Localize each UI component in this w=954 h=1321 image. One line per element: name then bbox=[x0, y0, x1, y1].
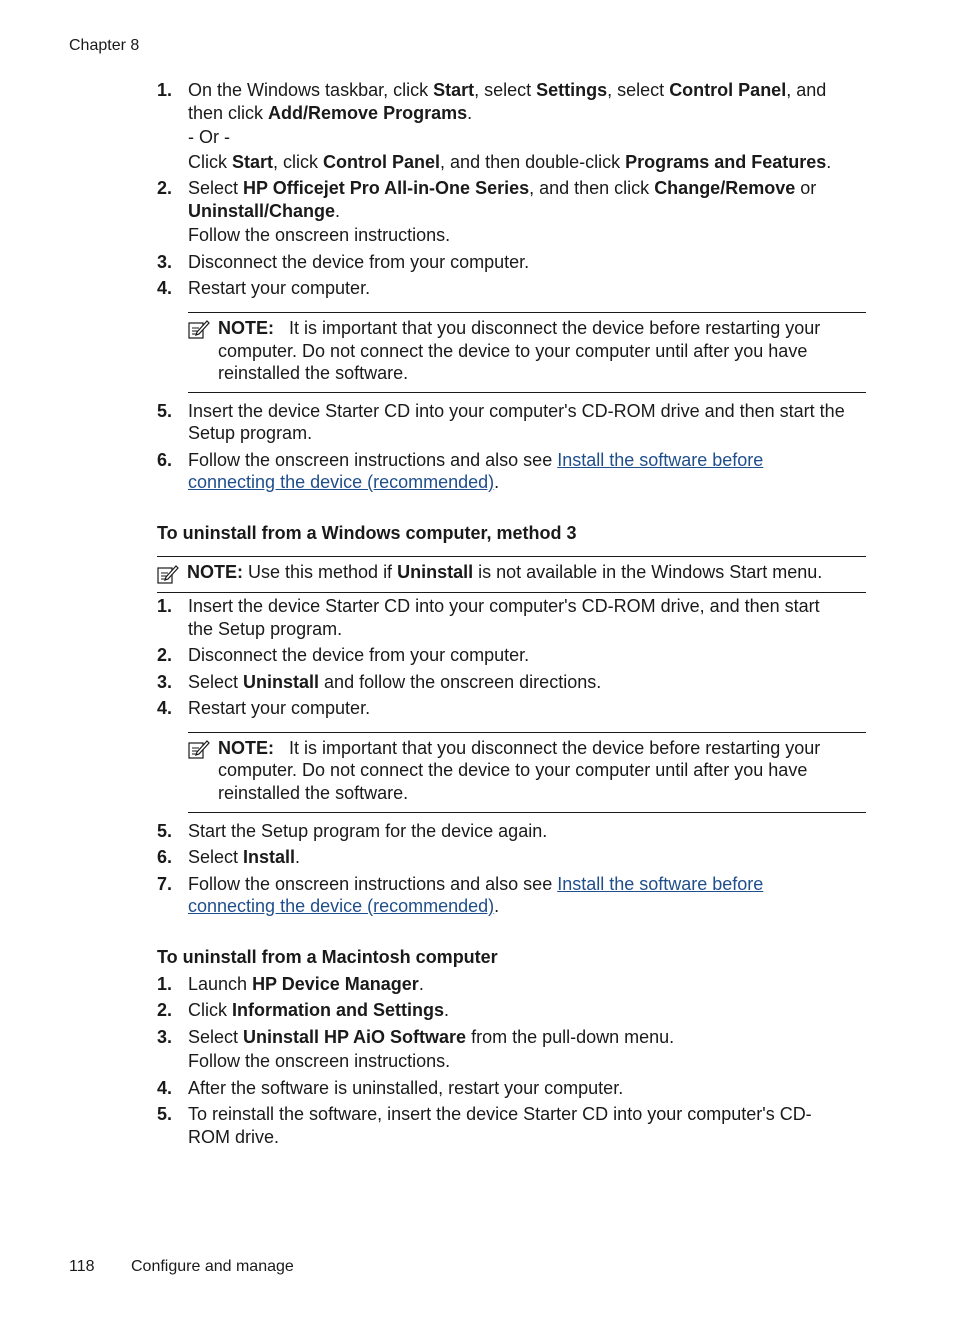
text-run: . bbox=[335, 201, 341, 221]
step-number: 2. bbox=[157, 645, 173, 665]
text-run: Restart your computer. bbox=[188, 698, 371, 718]
step-text bbox=[188, 1077, 623, 1100]
bold-term: Uninstall/Change bbox=[188, 201, 336, 221]
step-text bbox=[188, 277, 370, 300]
text-run: or bbox=[795, 178, 817, 198]
step-text bbox=[188, 177, 816, 200]
text-run: Select bbox=[188, 847, 244, 867]
text-run: . bbox=[295, 847, 301, 867]
text-run: , and then double-click bbox=[440, 152, 626, 172]
note-rule-bottom bbox=[188, 812, 866, 813]
text-run: . bbox=[418, 974, 424, 994]
text-run: then click bbox=[188, 103, 269, 123]
text-run: Click bbox=[188, 152, 232, 172]
step-text bbox=[188, 151, 831, 174]
bold-term: Information and Settings bbox=[232, 1000, 445, 1020]
step-text bbox=[188, 999, 449, 1022]
step-number: 1. bbox=[157, 80, 173, 100]
step-text bbox=[188, 79, 826, 102]
text-run: , click bbox=[273, 152, 324, 172]
bold-term: Settings bbox=[536, 80, 608, 100]
step-number: 5. bbox=[157, 1104, 173, 1124]
step-number: 1. bbox=[157, 596, 173, 616]
bold-term: Uninstall HP AiO Software bbox=[243, 1027, 467, 1047]
note-line: computer. Do not connect the device to your computer until after you have bbox=[218, 760, 808, 780]
step-number: 3. bbox=[157, 1027, 173, 1047]
text-run: . bbox=[444, 1000, 450, 1020]
note-pencil-icon bbox=[188, 319, 210, 339]
text-run: Follow the onscreen instructions and also see bbox=[188, 874, 558, 894]
step-text bbox=[188, 1050, 450, 1073]
note-rule-top bbox=[188, 312, 866, 313]
cross-reference-link[interactable]: Install the software before bbox=[557, 450, 764, 470]
text-run: Disconnect the device from your computer. bbox=[188, 252, 530, 272]
step-text bbox=[188, 449, 763, 472]
note-line: It is important that you disconnect the device before restarting your bbox=[289, 318, 821, 338]
note-pencil-icon bbox=[188, 739, 210, 759]
text-run: Follow the onscreen instructions and also see bbox=[188, 450, 558, 470]
step-number: 4. bbox=[157, 698, 173, 718]
step-text bbox=[188, 973, 424, 996]
cross-reference-link[interactable]: connecting the device (recommended) bbox=[188, 472, 495, 492]
step-text bbox=[188, 644, 529, 667]
step-number: 4. bbox=[157, 1078, 173, 1098]
bold-term: NOTE: bbox=[187, 562, 243, 582]
note-label: NOTE: bbox=[218, 738, 274, 758]
step-text bbox=[188, 251, 529, 274]
text-run: , and bbox=[786, 80, 827, 100]
text-run: from the pull-down menu. bbox=[466, 1027, 675, 1047]
text-run: ROM drive. bbox=[188, 1127, 280, 1147]
text-run: . bbox=[826, 152, 832, 172]
step-number: 3. bbox=[157, 252, 173, 272]
step-text bbox=[188, 820, 547, 843]
step-number: 5. bbox=[157, 821, 173, 841]
text-run: . bbox=[494, 896, 500, 916]
bold-term: Start bbox=[232, 152, 274, 172]
bold-term: Control Panel bbox=[323, 152, 441, 172]
text-run: Select bbox=[188, 178, 244, 198]
chapter-label: Chapter 8 bbox=[69, 37, 140, 54]
footer-section: Configure and manage bbox=[131, 1258, 294, 1275]
bold-term: Change/Remove bbox=[654, 178, 796, 198]
bold-term: Uninstall bbox=[397, 562, 474, 582]
step-text bbox=[188, 895, 499, 918]
note-line: reinstalled the software. bbox=[218, 363, 409, 383]
note-rule-top bbox=[157, 556, 866, 557]
text-run: is not available in the Windows Start menu. bbox=[473, 562, 823, 582]
text-run: After the software is uninstalled, restart your computer. bbox=[188, 1078, 624, 1098]
text-run: Start the Setup program for the device again. bbox=[188, 821, 548, 841]
step-text bbox=[188, 697, 370, 720]
text-run: Use this method if bbox=[243, 562, 398, 582]
step-number: 6. bbox=[157, 450, 173, 470]
text-run: Setup program. bbox=[188, 423, 313, 443]
cross-reference-link[interactable]: Install the software before bbox=[557, 874, 764, 894]
step-text bbox=[188, 1126, 279, 1149]
text-run: . bbox=[467, 103, 473, 123]
step-number: 5. bbox=[157, 401, 173, 421]
bold-term: Add/Remove Programs bbox=[268, 103, 468, 123]
text-run: . bbox=[494, 472, 500, 492]
step-text bbox=[188, 102, 472, 125]
text-run: Follow the onscreen instructions. bbox=[188, 1051, 451, 1071]
note-pencil-icon bbox=[157, 564, 179, 584]
text-run: Select bbox=[188, 672, 244, 692]
text-run: Restart your computer. bbox=[188, 278, 371, 298]
step-number: 1. bbox=[157, 974, 173, 994]
text-run: Insert the device Starter CD into your computer's CD-ROM drive and then start the bbox=[188, 401, 845, 421]
note-text bbox=[218, 317, 820, 340]
step-text bbox=[188, 1103, 812, 1126]
step-number: 3. bbox=[157, 672, 173, 692]
text-run: To reinstall the software, insert the device Starter CD into your computer's CD- bbox=[188, 1104, 812, 1124]
section-heading: To uninstall from a Macintosh computer bbox=[157, 947, 498, 967]
step-text bbox=[188, 126, 230, 149]
step-text bbox=[188, 671, 601, 694]
step-text bbox=[188, 400, 845, 423]
text-run: Click bbox=[188, 1000, 232, 1020]
page-number: 118 bbox=[69, 1258, 95, 1275]
text-run: Launch bbox=[188, 974, 253, 994]
note-line: computer. Do not connect the device to your computer until after you have bbox=[218, 341, 808, 361]
step-text bbox=[188, 471, 499, 494]
step-number: 7. bbox=[157, 874, 173, 894]
step-text bbox=[188, 224, 450, 247]
text-run: Select bbox=[188, 1027, 244, 1047]
section-heading: To uninstall from a Windows computer, method 3 bbox=[157, 523, 577, 543]
step-text bbox=[188, 846, 300, 869]
step-text bbox=[188, 873, 763, 896]
bold-term: Control Panel bbox=[669, 80, 787, 100]
step-number: 2. bbox=[157, 1000, 173, 1020]
step-text bbox=[188, 1026, 674, 1049]
step-number: 4. bbox=[157, 278, 173, 298]
text-run: - Or - bbox=[188, 127, 230, 147]
step-text bbox=[188, 200, 340, 223]
text-run: , and then click bbox=[529, 178, 655, 198]
bold-term: Uninstall bbox=[243, 672, 320, 692]
text-run: and follow the onscreen directions. bbox=[319, 672, 602, 692]
text-run: , select bbox=[474, 80, 537, 100]
note-line: reinstalled the software. bbox=[218, 783, 409, 803]
bold-term: Install bbox=[243, 847, 296, 867]
bold-term: HP Device Manager bbox=[252, 974, 419, 994]
note-line: It is important that you disconnect the device before restarting your bbox=[289, 738, 821, 758]
text-run: Disconnect the device from your computer. bbox=[188, 645, 530, 665]
text-run: Follow the onscreen instructions. bbox=[188, 225, 451, 245]
step-text bbox=[188, 595, 820, 618]
note-rule-bottom bbox=[188, 392, 866, 393]
step-number: 6. bbox=[157, 847, 173, 867]
note-text bbox=[218, 737, 820, 760]
text-run: Insert the device Starter CD into your computer's CD-ROM drive, and then start bbox=[188, 596, 820, 616]
text-run: On the Windows taskbar, click bbox=[188, 80, 434, 100]
note-rule-bottom bbox=[157, 592, 866, 593]
note-rule-top bbox=[188, 732, 866, 733]
step-number: 2. bbox=[157, 178, 173, 198]
text-run: the Setup program. bbox=[188, 619, 343, 639]
step-text bbox=[188, 618, 342, 641]
text-run: , select bbox=[607, 80, 670, 100]
note-label: NOTE: bbox=[218, 318, 274, 338]
bold-term: Start bbox=[433, 80, 475, 100]
bold-term: Programs and Features bbox=[625, 152, 827, 172]
cross-reference-link[interactable]: connecting the device (recommended) bbox=[188, 896, 495, 916]
note-text bbox=[187, 561, 822, 584]
bold-term: HP Officejet Pro All-in-One Series bbox=[243, 178, 530, 198]
step-text bbox=[188, 422, 312, 445]
